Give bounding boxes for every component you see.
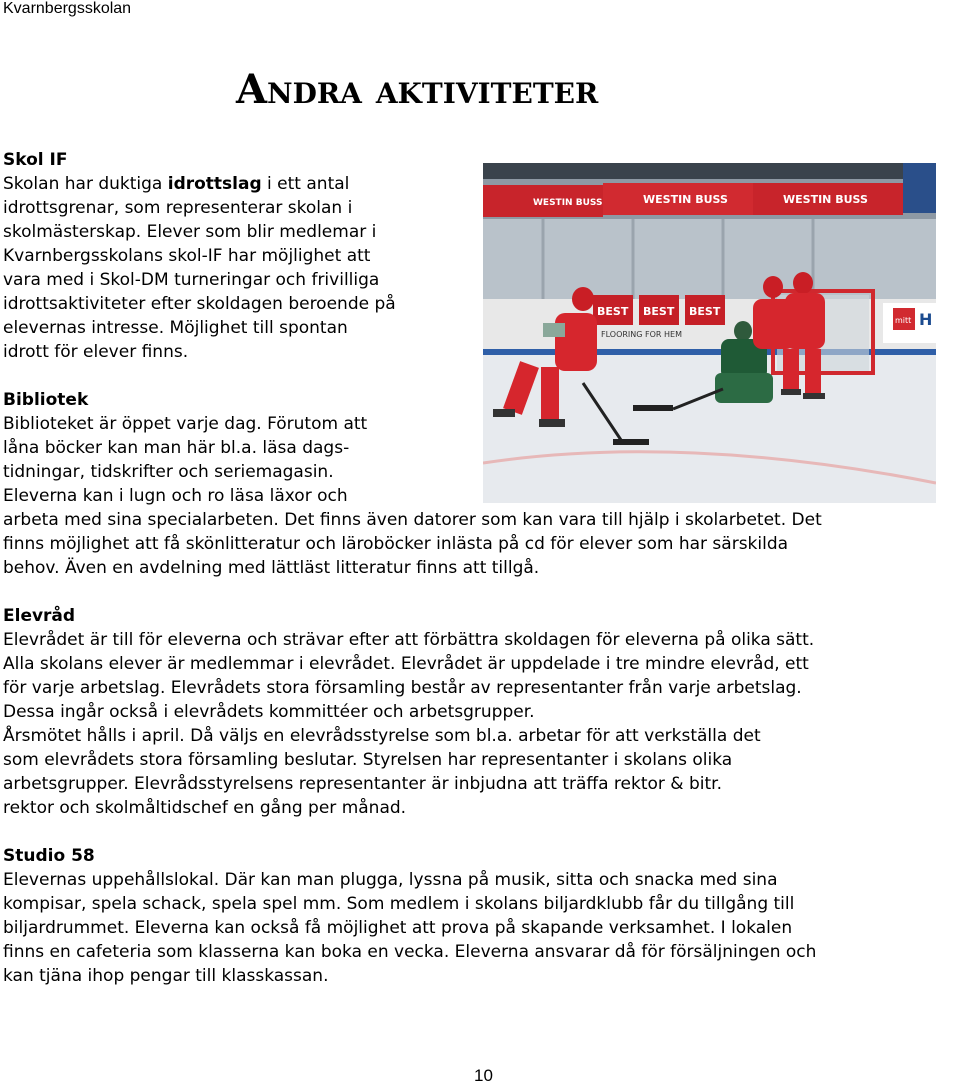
paragraph-line: idrottsgrenar, som representerar skolan i [3, 198, 353, 218]
board-text: BEST [643, 305, 675, 318]
section-heading-bibliotek: Bibliotek [3, 390, 89, 410]
paragraph-line: Elevernas uppehållslokal. Där kan man plugga, lyssna på musik, sitta och snacka med sina [3, 870, 778, 890]
side-sign-letter: H [919, 310, 933, 329]
paragraph-line: Alla skolans elever är medlemmar i elevrådet. Elevrådet är uppdelade i tre mindre elevråd, ett [3, 654, 809, 674]
paragraph-line: för varje arbetslag. Elevrådets stora församling består av representanter från varje arbetslag. [3, 678, 802, 698]
paragraph-line: kompisar, spela schack, spela spel mm. Som medlem i skolans biljardklubb får du tillgång till [3, 894, 795, 914]
paragraph-line: Kvarnbergsskolans skol-IF har möjlighet att [3, 246, 371, 266]
paragraph-line: rektor och skolmåltidschef en gång per månad. [3, 798, 407, 818]
paragraph-line: biljardrummet. Eleverna kan också få möjlighet att prova på skapande verksamhet. I lokalen [3, 918, 793, 938]
running-header: Kvarnbergsskolan [3, 0, 132, 17]
board-text: BEST [597, 305, 629, 318]
paragraph-line: arbetsgrupper. Elevrådsstyrelsens representanter är inbjudna att träffa rektor & bitr. [3, 774, 722, 794]
paragraph-line: arbeta med sina specialarbeten. Det finns även datorer som kan vara till hjälp i skolarbetet. Det [3, 510, 822, 530]
emphasis: idrottslag [167, 174, 262, 194]
paragraph-line: elevernas intresse. Möjlighet till spontan [3, 318, 348, 338]
paragraph-line: som elevrådets stora församling beslutar. Styrelsen har representanter i skolans olika [3, 750, 733, 770]
paragraph-line: idrott för elever finns. [3, 342, 189, 362]
paragraph-line: Skolan har duktiga idrottslag i ett antal [3, 174, 350, 194]
section-heading-elevrad: Elevråd [3, 606, 76, 626]
paragraph-line: Dessa ingår också i elevrådets kommittéer och arbetsgrupper. [3, 702, 535, 722]
banner-text: WESTIN BUSS [643, 193, 728, 206]
page-number: 10 [474, 1066, 493, 1085]
board-subtext: FLOORING FOR HEM [601, 330, 682, 339]
paragraph-line: behov. Även en avdelning med lättläst litteratur finns att tillgå. [3, 558, 540, 578]
paragraph-line: skolmästerskap. Elever som blir medlemar i [3, 222, 377, 242]
paragraph-line: Eleverna kan i lugn och ro läsa läxor och [3, 486, 348, 506]
side-sign-text: mitt [895, 316, 912, 325]
hockey-photo [483, 163, 936, 503]
paragraph-line: tidningar, tidskrifter och seriemagasin. [3, 462, 334, 482]
paragraph-line: finns möjlighet att få skönlitteratur och läroböcker inlästa på cd för elever som har särskilda [3, 534, 789, 554]
paragraph-line: Årsmötet hålls i april. Då väljs en elevrådsstyrelse som bl.a. arbetar för att verkställa det [3, 726, 761, 746]
banner-text: WESTIN BUSS [533, 198, 603, 208]
paragraph-line: kan tjäna ihop pengar till klasskassan. [3, 966, 329, 986]
paragraph-line: idrottsaktiviteter efter skoldagen beroende på [3, 294, 396, 314]
banner-text: WESTIN BUSS [783, 193, 868, 206]
paragraph-line: vara med i Skol-DM turneringar och frivilliga [3, 270, 380, 290]
paragraph-line: Elevrådet är till för eleverna och strävar efter att förbättra skoldagen för eleverna på olika sätt. [3, 630, 815, 650]
paragraph-line: Biblioteket är öppet varje dag. Förutom att [3, 414, 368, 434]
paragraph-line: låna böcker kan man här bl.a. läsa dags- [3, 438, 350, 458]
board-text: BEST [689, 305, 721, 318]
paragraph-line: finns en cafeteria som klasserna kan boka en vecka. Eleverna ansvarar då för försäljningen och [3, 942, 817, 962]
section-heading-studio58: Studio 58 [3, 846, 95, 866]
page-title: Andra aktiviteter [236, 66, 599, 113]
section-heading-skolif: Skol IF [3, 150, 68, 170]
